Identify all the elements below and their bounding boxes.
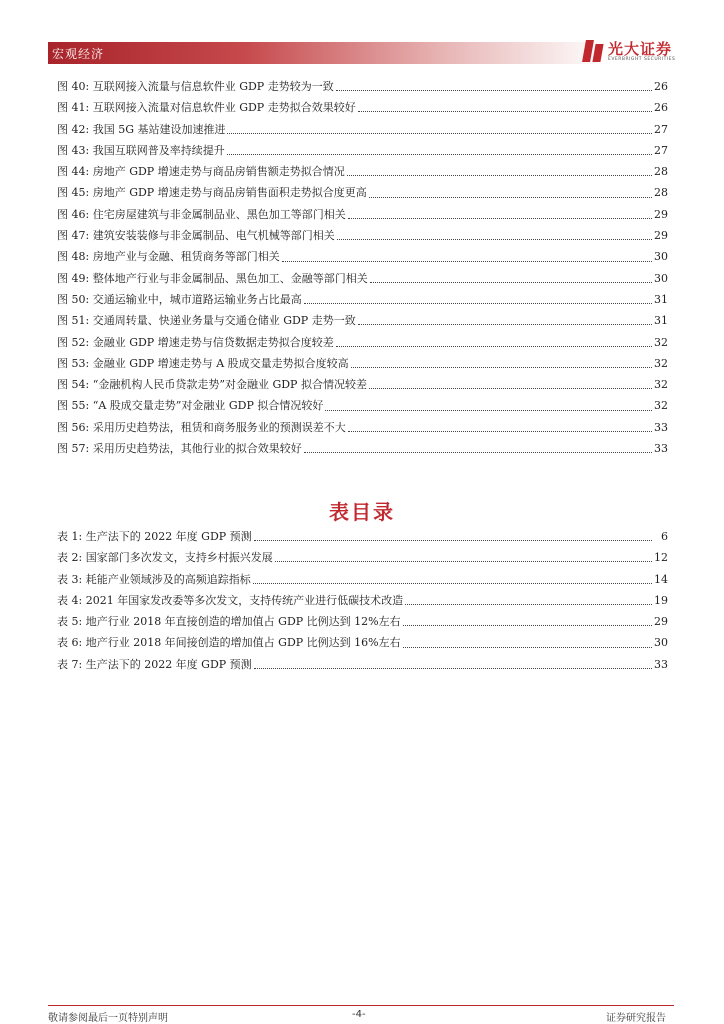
table-toc-entry[interactable]: [57, 654, 668, 675]
figure-toc-entry-page: 33: [654, 442, 668, 456]
figure-toc-entry[interactable]: [57, 289, 668, 310]
figure-toc-entry-page: 33: [654, 420, 668, 434]
figure-toc-entry-page: 30: [654, 250, 668, 264]
figure-toc-entry-page: 31: [654, 292, 668, 306]
figure-toc-entry-label: 图 44: 房地产 GDP 增速走势与商品房销售额走势拟合情况: [57, 165, 345, 179]
figure-toc-entry-page: 26: [654, 80, 668, 93]
figure-toc-entry[interactable]: [57, 225, 668, 246]
dot-leader: [337, 239, 652, 240]
figure-toc-entry-page: 27: [654, 122, 668, 136]
brand-name: 光大证券: [608, 40, 673, 58]
figure-toc-entry[interactable]: [57, 204, 668, 225]
dot-leader: [254, 668, 652, 669]
figure-toc-entry-label: 图 56: 采用历史趋势法，租赁和商务服务业的预测误差不大: [57, 420, 346, 434]
table-toc-entry-label: 表 3: 耗能产业领域涉及的高频追踪指标: [57, 572, 251, 586]
footer-disclaimer: 敬请参阅最后一页特别声明: [48, 1013, 168, 1024]
figure-toc-entry-page: 32: [654, 335, 668, 349]
figure-toc-entry[interactable]: [57, 395, 668, 416]
dot-leader: [348, 218, 652, 219]
figure-toc-entry[interactable]: [57, 119, 668, 140]
figure-toc-entry[interactable]: [57, 161, 668, 182]
dot-leader: [351, 367, 652, 368]
figure-toc-entry-label: 图 45: 房地产 GDP 增速走势与商品房销售面积走势拟合度更高: [57, 186, 367, 200]
table-toc-entry[interactable]: [57, 611, 668, 632]
table-toc-entry[interactable]: [57, 590, 668, 611]
dot-leader: [358, 111, 652, 112]
page-header: [0, 0, 724, 80]
table-toc-entry[interactable]: [57, 569, 668, 590]
table-toc-entry[interactable]: [57, 547, 668, 568]
dot-leader: [348, 431, 652, 432]
figure-toc-entry-label: 图 43: 我国互联网普及率持续提升: [57, 143, 225, 157]
figure-toc-entry[interactable]: [57, 332, 668, 353]
dot-leader: [336, 90, 652, 91]
figure-toc-entry-page: 28: [654, 186, 668, 200]
footer-divider: [48, 1005, 674, 1006]
figure-toc-entry-label: 图 48: 房地产业与金融、租赁商务等部门相关: [57, 250, 280, 264]
dot-leader: [253, 583, 652, 584]
figure-toc-entry-label: 图 49: 整体地产行业与非金属制品、黑色加工、金融等部门相关: [57, 271, 368, 285]
figure-toc-entry[interactable]: [57, 246, 668, 267]
header-band: [48, 42, 608, 64]
table-toc-entry-label: 表 5: 地产行业 2018 年直接创造的增加值占 GDP 比例达到 12%左右: [57, 615, 401, 629]
figure-toc-entry-label: 图 51: 交通周转量、快递业务量与交通仓储业 GDP 走势一致: [57, 314, 356, 328]
table-toc-entry-label: 表 6: 地产行业 2018 年间接创造的增加值占 GDP 比例达到 16%左右: [57, 636, 401, 650]
figure-toc-entry-page: 30: [654, 271, 668, 285]
table-toc-entry-label: 表 4: 2021 年国家发改委等多次发文，支持传统产业进行低碳技术改造: [57, 593, 404, 607]
figure-toc-entry-label: 图 54: “金融机构人民币贷款走势”对金融业 GDP 拟合情况较差: [57, 378, 367, 392]
footer-report-type: 证券研究报告: [606, 1013, 666, 1024]
figure-toc-entry[interactable]: [57, 353, 668, 374]
figure-toc-entry-page: 26: [654, 101, 668, 115]
dot-leader: [325, 410, 652, 411]
table-toc-entry-label: 表 1: 生产法下的 2022 年度 GDP 预测: [57, 530, 252, 543]
brand-logo: [582, 38, 702, 66]
figure-toc-entry[interactable]: [57, 140, 668, 161]
dot-leader: [347, 175, 652, 176]
table-toc-entry-page: 30: [654, 636, 668, 650]
table-toc-entry-page: 14: [654, 572, 668, 586]
logo-mark-icon: [582, 38, 604, 64]
dot-leader: [370, 282, 652, 283]
figure-toc-entry[interactable]: [57, 182, 668, 203]
dot-leader: [254, 540, 652, 541]
figure-toc-entry-page: 32: [654, 356, 668, 370]
dot-leader: [304, 452, 652, 453]
dot-leader: [275, 561, 652, 562]
page-number: -4-: [352, 1009, 366, 1020]
dot-leader: [282, 261, 652, 262]
dot-leader: [227, 133, 652, 134]
figure-toc-entry[interactable]: [57, 268, 668, 289]
figure-toc-entry[interactable]: [57, 417, 668, 438]
figure-toc-entry-page: 29: [654, 207, 668, 221]
dot-leader: [336, 346, 652, 347]
table-toc-entry[interactable]: [57, 632, 668, 653]
figure-toc-entry[interactable]: [57, 438, 668, 459]
figure-toc-entry-page: 29: [654, 229, 668, 243]
table-toc-entry-page: 19: [654, 593, 668, 607]
figure-toc-entry-label: 图 52: 金融业 GDP 增速走势与信贷数据走势拟合度较差: [57, 335, 334, 349]
dot-leader: [403, 625, 652, 626]
dot-leader: [369, 197, 652, 198]
dot-leader: [304, 303, 652, 304]
table-toc: [57, 526, 668, 675]
figure-toc-entry-label: 图 40: 互联网接入流量与信息软件业 GDP 走势较为一致: [57, 80, 334, 93]
figure-toc-entry[interactable]: [57, 76, 668, 97]
figure-toc-entry[interactable]: [57, 97, 668, 118]
section-label: 宏观经济: [52, 47, 105, 61]
table-toc-entry-page: 33: [654, 657, 668, 671]
figure-toc-entry-label: 图 50: 交通运输业中，城市道路运输业务占比最高: [57, 292, 302, 306]
table-toc-entry-page: 12: [654, 551, 668, 565]
figure-toc-entry-label: 图 53: 金融业 GDP 增速走势与 A 股成交量走势拟合度较高: [57, 356, 349, 370]
table-toc-entry-label: 表 2: 国家部门多次发文，支持乡村振兴发展: [57, 551, 273, 565]
table-toc-entry-label: 表 7: 生产法下的 2022 年度 GDP 预测: [57, 657, 252, 671]
figure-toc-entry[interactable]: [57, 310, 668, 331]
dot-leader: [405, 604, 652, 605]
figure-toc-entry[interactable]: [57, 374, 668, 395]
figure-toc-entry-label: 图 57: 采用历史趋势法，其他行业的拟合效果较好: [57, 442, 302, 456]
dot-leader: [358, 324, 652, 325]
dot-leader: [369, 388, 652, 389]
brand-subtitle: EVERBRIGHT SECURITIES: [608, 57, 676, 62]
figure-toc-entry-page: 32: [654, 378, 668, 392]
figure-toc-entry-page: 27: [654, 143, 668, 157]
figure-toc-entry-label: 图 42: 我国 5G 基站建设加速推进: [57, 122, 226, 136]
table-toc-entry[interactable]: [57, 526, 668, 547]
table-toc-entry-page: 29: [654, 615, 668, 629]
figure-toc-entry-page: 32: [654, 399, 668, 413]
figure-toc-entry-label: 图 41: 互联网接入流量对信息软件业 GDP 走势拟合效果较好: [57, 101, 356, 115]
tables-title: 表目录: [329, 500, 395, 524]
figure-toc-entry-label: 图 46: 住宅房屋建筑与非金属制品业、黑色加工等部门相关: [57, 207, 346, 221]
table-toc-entry-page: 6: [661, 530, 668, 543]
dot-leader: [227, 154, 652, 155]
dot-leader: [403, 647, 652, 648]
figure-toc-entry-label: 图 47: 建筑安装装修与非金属制品、电气机械等部门相关: [57, 229, 335, 243]
figure-toc-entry-label: 图 55: “A 股成交量走势”对金融业 GDP 拟合情况较好: [57, 399, 324, 413]
figure-toc-entry-page: 28: [654, 165, 668, 179]
figure-toc: [57, 76, 668, 459]
figure-toc-entry-page: 31: [654, 314, 668, 328]
